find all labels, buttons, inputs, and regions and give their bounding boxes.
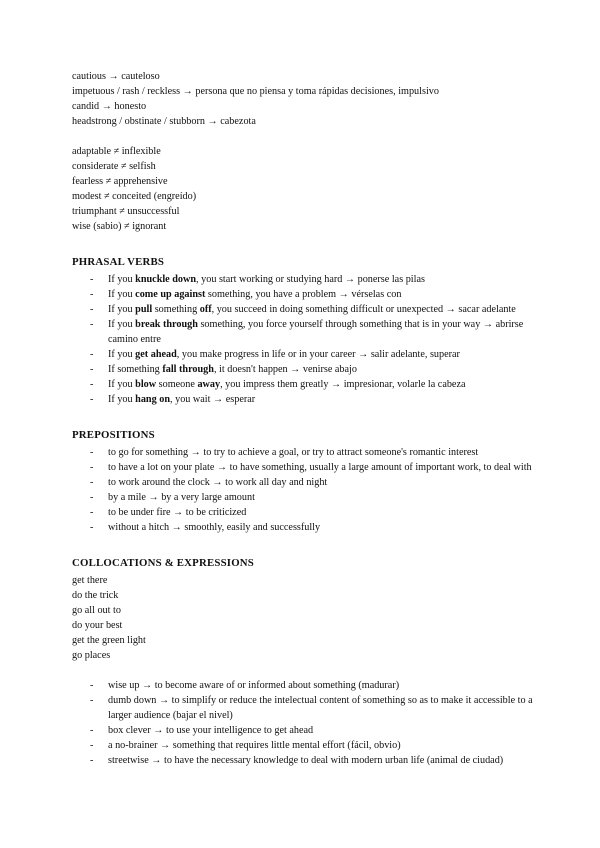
- list-item: - streetwise → to have the necessary knowledge to deal with modern urban life (animal de ciudad): [72, 753, 542, 768]
- prepositions-list: [72, 445, 542, 535]
- vocab-line: headstrong / obstinate / stubborn → cabezota: [72, 116, 256, 127]
- list-item: - If you break through something, you force yourself through something that is in your way → abrirse camino entre: [72, 317, 542, 347]
- collocations-plain-list: [72, 573, 542, 663]
- list-item: - box clever → to use your intelligence to get ahead: [72, 723, 542, 738]
- list-item: - to go for something → to try to achieve a goal, or try to attract someone's romantic interest: [72, 445, 542, 460]
- opposite-line: wise (sabio) ≠ ignorant: [72, 221, 167, 232]
- opposite-line: fearless ≠ apprehensive: [72, 176, 168, 187]
- opposite-line: modest ≠ conceited (engreído): [72, 191, 197, 202]
- expressions-list: [72, 678, 542, 768]
- list-item: - dumb down → to simplify or reduce the intelectual content of something so as to make it accessible to a larger audience (bajar el nivel): [72, 693, 542, 723]
- document-body: [72, 69, 542, 768]
- list-item: - If something fall through, it doesn't happen → venirse abajo: [72, 362, 542, 377]
- list-item: - to have a lot on your plate → to have something, usually a large amount of important work, to deal with: [72, 460, 542, 475]
- vocab-line: candid → honesto: [72, 101, 147, 112]
- collocation-line: get there: [72, 575, 108, 586]
- list-item: - If you blow someone away, you impress them greatly → impresionar, volarle la cabeza: [72, 377, 542, 392]
- collocation-line: get the green light: [72, 635, 146, 646]
- list-item: - without a hitch → smoothly, easily and successfully: [72, 520, 542, 535]
- opposite-line: adaptable ≠ inflexible: [72, 146, 161, 157]
- phrasal-verbs-heading: PHRASAL VERBS: [72, 256, 165, 268]
- opposite-line: triumphant ≠ unsuccessful: [72, 206, 180, 217]
- vocab-line: impetuous / rash / reckless → persona que no piensa y toma rápidas decisiones, impulsivo: [72, 86, 439, 97]
- collocation-line: go all out to: [72, 605, 121, 616]
- collocation-line: go places: [72, 650, 111, 661]
- list-item: - If you pull something off, you succeed in doing something difficult or unexpected → sacar adelante: [72, 302, 542, 317]
- list-item: - wise up → to become aware of or informed about something (madurar): [72, 678, 542, 693]
- vocab-line: cautious → cauteloso: [72, 71, 160, 82]
- list-item: - a no-brainer → something that requires little mental effort (fácil, obvio): [72, 738, 542, 753]
- collocation-line: do the trick: [72, 590, 119, 601]
- list-item: - If you come up against something, you have a problem → vérselas con: [72, 287, 542, 302]
- list-item: - If you get ahead, you make progress in life or in your career → salir adelante, superar: [72, 347, 542, 362]
- list-item: - by a mile → by a very large amount: [72, 490, 542, 505]
- list-item: - If you knuckle down, you start working or studying hard → ponerse las pilas: [72, 272, 542, 287]
- vocab-list: [72, 69, 542, 129]
- collocation-line: do your best: [72, 620, 123, 631]
- opposites-list: [72, 144, 542, 234]
- collocations-heading: COLLOCATIONS & EXPRESSIONS: [72, 557, 254, 569]
- list-item: - to be under fire → to be criticized: [72, 505, 542, 520]
- prepositions-heading: PREPOSITIONS: [72, 429, 155, 441]
- list-item: - to work around the clock → to work all day and night: [72, 475, 542, 490]
- phrasal-verbs-list: [72, 272, 542, 407]
- opposite-line: considerate ≠ selfish: [72, 161, 156, 172]
- list-item: - If you hang on, you wait → esperar: [72, 392, 542, 407]
